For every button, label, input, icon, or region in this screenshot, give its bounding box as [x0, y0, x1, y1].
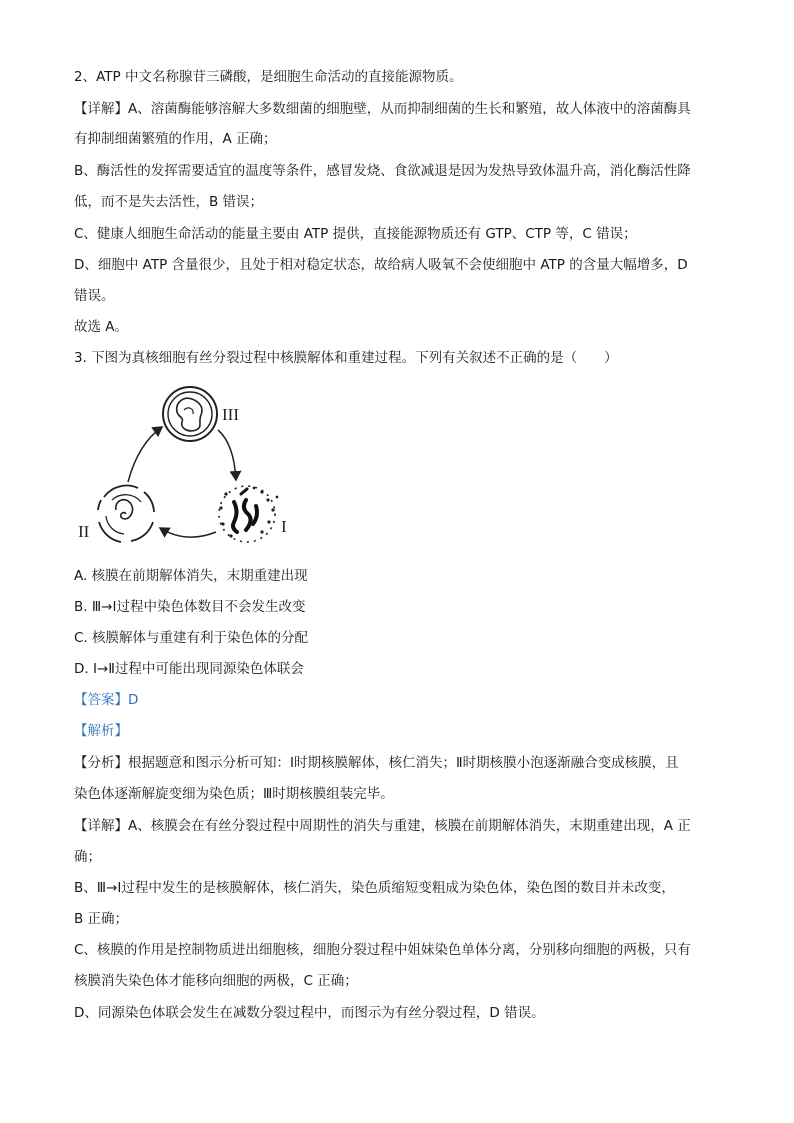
stage-one-label: I	[281, 517, 287, 536]
question-stem: 3. 下图为真核细胞有丝分裂过程中核膜解体和重建过程。下列有关叙述不正确的是（ ）	[74, 350, 618, 366]
stage-two-label: II	[78, 522, 90, 541]
analysis-line: D、同源染色体联会发生在减数分裂过程中，而图示为有丝分裂过程，D 错误。	[74, 1005, 545, 1021]
option-c: C. 核膜解体与重建有利于染色体的分配	[74, 630, 309, 646]
analysis-line: B、Ⅲ→Ⅰ过程中发生的是核膜解体，核仁消失，染色质缩短变粗成为染色体，染色图的数目并未改变，	[74, 880, 675, 896]
stage-three-cell	[163, 387, 217, 441]
text-line: B、酶活性的发挥需要适宜的温度等条件，感冒发烧、食欲减退是因为发热导致体温升高，消化酶活性降	[74, 163, 691, 179]
option-a: A. 核膜在前期解体消失，末期重建出现	[74, 568, 308, 584]
analysis-line: C、核膜的作用是控制物质进出细胞核，细胞分裂过程中姐妹染色单体分离，分别移向细胞的两极，只有	[74, 942, 691, 958]
option-b: B. Ⅲ→Ⅰ过程中染色体数目不会发生改变	[74, 599, 306, 615]
option-d: D. Ⅰ→Ⅱ过程中可能出现同源染色体联会	[74, 661, 304, 677]
text-line: 【详解】A、溶菌酶能够溶解大多数细菌的细胞壁，从而抑制细菌的生长和繁殖，故人体液中的溶菌酶具	[74, 101, 691, 117]
analysis-line: B 正确；	[74, 911, 129, 927]
analysis-line: 核膜消失染色体才能移向细胞的两极，C 正确；	[74, 973, 358, 989]
analysis-heading: 【解析】	[74, 723, 128, 739]
stage-three-label: III	[222, 405, 239, 424]
text-line: D、细胞中 ATP 含量很少，且处于相对稳定状态，故给病人吸氧不会使细胞中 ATP 的含量大幅增多，D	[74, 257, 688, 273]
stage-two-cell	[98, 486, 154, 542]
arrow-one-to-two	[160, 528, 216, 537]
stage-one-cell	[219, 486, 278, 542]
arrow-two-to-three	[128, 427, 162, 482]
text-line: 2、ATP 中文名称腺苷三磷酸，是细胞生命活动的直接能源物质。	[74, 69, 463, 85]
answer-label: 【答案】D	[74, 692, 139, 708]
analysis-line: 确；	[74, 849, 101, 865]
analysis-line: 【分析】根据题意和图示分析可知：Ⅰ时期核膜解体，核仁消失；Ⅱ时期核膜小泡逐渐融合变成核膜，且	[74, 755, 679, 771]
text-line: 低，而不是失去活性，B 错误；	[74, 194, 264, 210]
text-line: 故选 A。	[74, 319, 129, 335]
text-line: C、健康人细胞生命活动的能量主要由 ATP 提供，直接能源物质还有 GTP、CTP 等，C 错误；	[74, 226, 637, 242]
analysis-line: 染色体逐渐解旋变细为染色质；Ⅲ时期核膜组装完毕。	[74, 786, 394, 802]
text-line: 错误。	[74, 288, 115, 304]
analysis-line: 【详解】A、核膜会在有丝分裂过程中周期性的消失与重建，核膜在前期解体消失，末期重建出现，A 正	[74, 818, 691, 834]
text-line: 有抑制细菌繁殖的作用，A 正确；	[74, 131, 277, 147]
arrow-three-to-one	[218, 430, 236, 480]
nuclear-envelope-cycle-diagram	[76, 382, 306, 552]
